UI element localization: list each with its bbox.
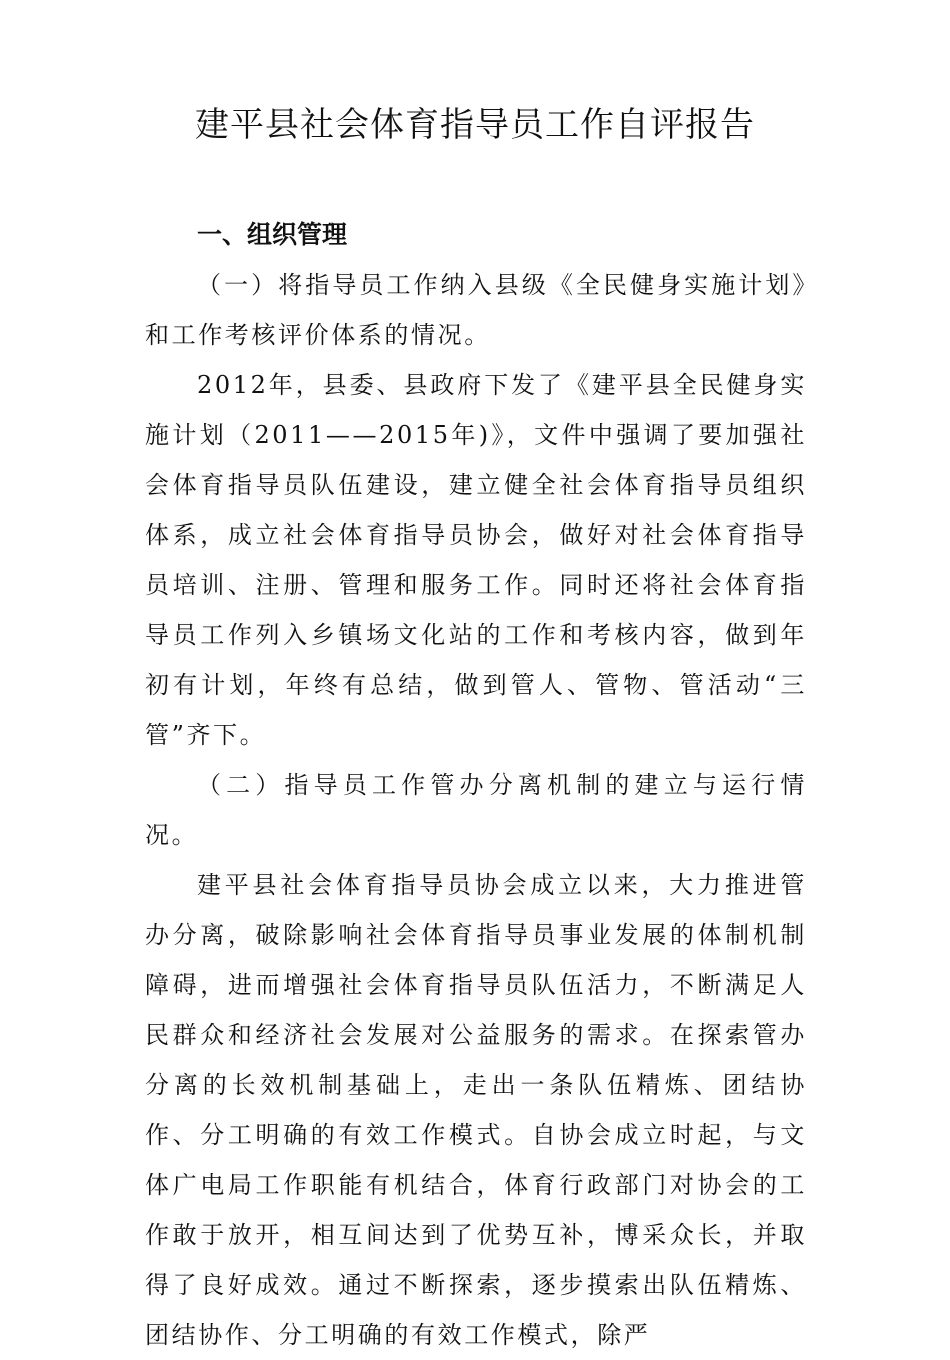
paragraph-body-2: 建平县社会体育指导员协会成立以来，大力推进管办分离，破除影响社会体育指导员事业发展的体制机制障碍，进而增强社会体育指导员队伍活力，不断满足人民群众和经济社会发展对公益服务的需求。在探索管办分离的长效机制基础上，走出一条队伍精炼、团结协作、分工明确的有效工作模式。自协会成立时起，与文体广电局工作职能有机结合，体育行政部门对协会的工作敢于放开，相互间达到了优势互补，博采众长，并取得了良好成效。通过不断探索，逐步摸索出队伍精炼、团结协作、分工明确的有效工作模式，除严 — [145, 871, 807, 1349]
paragraph-subsection-2: （二）指导员工作管办分离机制的建立与运行情况。 — [145, 771, 807, 849]
document-body — [145, 210, 807, 1360]
paragraph-body-1: 2012年，县委、县政府下发了《建平县全民健身实施计划（2011——2015年)》，文件中强调了要加强社会体育指导员队伍建设，建立健全社会体育指导员组织体系，成立社会体育指导员协会，做好对社会体育指导员培训、注册、管理和服务工作。同时还将社会体育指导员工作列入乡镇场文化站的工作和考核内容，做到年初有计划，年终有总结，做到管人、管物、管活动“三管”齐下。 — [145, 371, 807, 749]
document-title: 建平县社会体育指导员工作自评报告 — [195, 105, 755, 145]
section-heading: 一、组织管理 — [197, 220, 348, 249]
paragraph-subsection-1: （一）将指导员工作纳入县级《全民健身实施计划》和工作考核评价体系的情况。 — [145, 271, 807, 349]
